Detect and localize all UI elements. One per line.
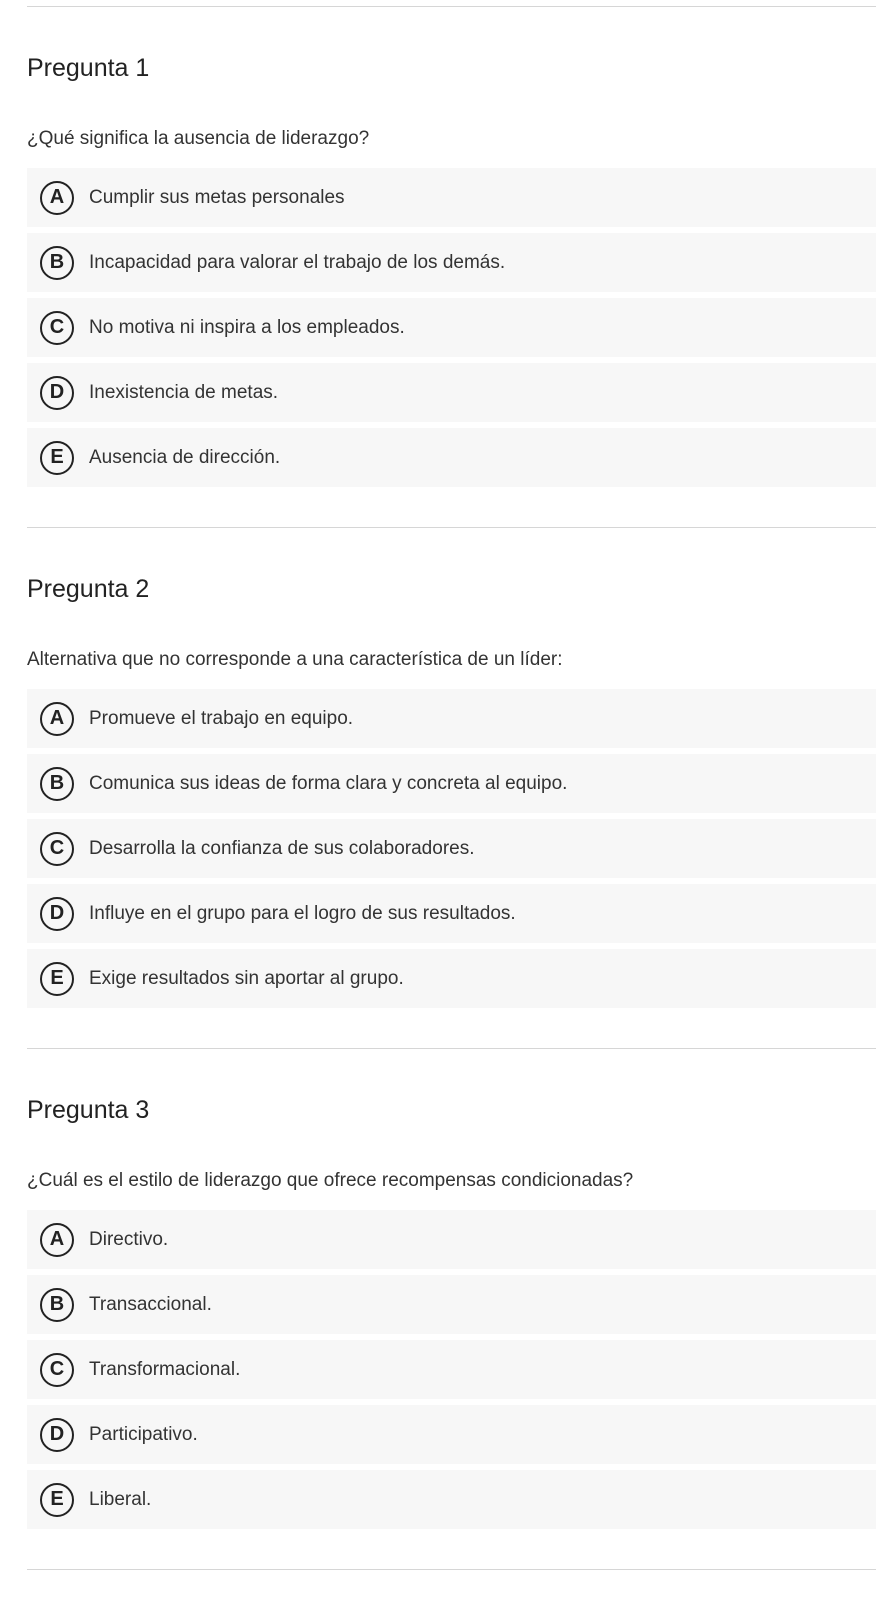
option-label: Comunica sus ideas de forma clara y concreta al equipo. <box>89 772 568 794</box>
option-letter-badge: B <box>40 1288 74 1322</box>
option-label: Cumplir sus metas personales <box>89 186 345 208</box>
option-c[interactable] <box>27 298 876 357</box>
divider <box>27 1048 876 1049</box>
option-label: Influye en el grupo para el logro de sus resultados. <box>89 902 516 924</box>
option-b[interactable] <box>27 1275 876 1334</box>
option-c[interactable] <box>27 819 876 878</box>
question-1 <box>0 53 876 487</box>
option-label: Transaccional. <box>89 1293 212 1315</box>
divider <box>27 6 876 7</box>
option-a[interactable] <box>27 689 876 748</box>
option-label: Ausencia de dirección. <box>89 446 281 468</box>
option-label: Promueve el trabajo en equipo. <box>89 707 354 729</box>
option-b[interactable] <box>27 754 876 813</box>
option-letter-badge: B <box>40 246 74 280</box>
option-list <box>27 689 876 1008</box>
option-label: No motiva ni inspira a los empleados. <box>89 316 405 338</box>
option-letter-badge: A <box>40 181 74 215</box>
option-b[interactable] <box>27 233 876 292</box>
option-label: Inexistencia de metas. <box>89 381 279 403</box>
quiz-page <box>0 6 885 1570</box>
question-text: ¿Cuál es el estilo de liderazgo que ofrece recompensas condicionadas? <box>27 1170 634 1191</box>
option-d[interactable] <box>27 1405 876 1464</box>
option-e[interactable] <box>27 949 876 1008</box>
question-text: Alternativa que no corresponde a una característica de un líder: <box>27 649 563 670</box>
option-d[interactable] <box>27 363 876 422</box>
option-e[interactable] <box>27 1470 876 1529</box>
option-e[interactable] <box>27 428 876 487</box>
option-list <box>27 1210 876 1529</box>
option-a[interactable] <box>27 168 876 227</box>
option-c[interactable] <box>27 1340 876 1399</box>
question-text: ¿Qué significa la ausencia de liderazgo? <box>27 128 370 149</box>
option-letter-badge: B <box>40 767 74 801</box>
option-letter-badge: A <box>40 1223 74 1257</box>
option-list <box>27 168 876 487</box>
option-letter-badge: D <box>40 1418 74 1452</box>
option-a[interactable] <box>27 1210 876 1269</box>
option-letter-badge: E <box>40 1483 74 1517</box>
option-letter-badge: A <box>40 702 74 736</box>
option-letter-badge: C <box>40 832 74 866</box>
option-d[interactable] <box>27 884 876 943</box>
option-label: Directivo. <box>89 1228 169 1250</box>
option-label: Liberal. <box>89 1488 152 1510</box>
option-letter-badge: D <box>40 376 74 410</box>
question-2 <box>0 574 876 1008</box>
option-label: Incapacidad para valorar el trabajo de los demás. <box>89 251 506 273</box>
option-label: Exige resultados sin aportar al grupo. <box>89 967 404 989</box>
option-label: Participativo. <box>89 1423 198 1445</box>
divider <box>27 527 876 528</box>
question-title: Pregunta 1 <box>27 54 150 82</box>
question-3 <box>0 1095 876 1529</box>
option-label: Transformacional. <box>89 1358 241 1380</box>
question-title: Pregunta 2 <box>27 575 150 603</box>
option-letter-badge: E <box>40 962 74 996</box>
option-label: Desarrolla la confianza de sus colaboradores. <box>89 837 475 859</box>
option-letter-badge: D <box>40 897 74 931</box>
divider <box>27 1569 876 1570</box>
question-title: Pregunta 3 <box>27 1096 150 1124</box>
option-letter-badge: C <box>40 1353 74 1387</box>
option-letter-badge: E <box>40 441 74 475</box>
option-letter-badge: C <box>40 311 74 345</box>
